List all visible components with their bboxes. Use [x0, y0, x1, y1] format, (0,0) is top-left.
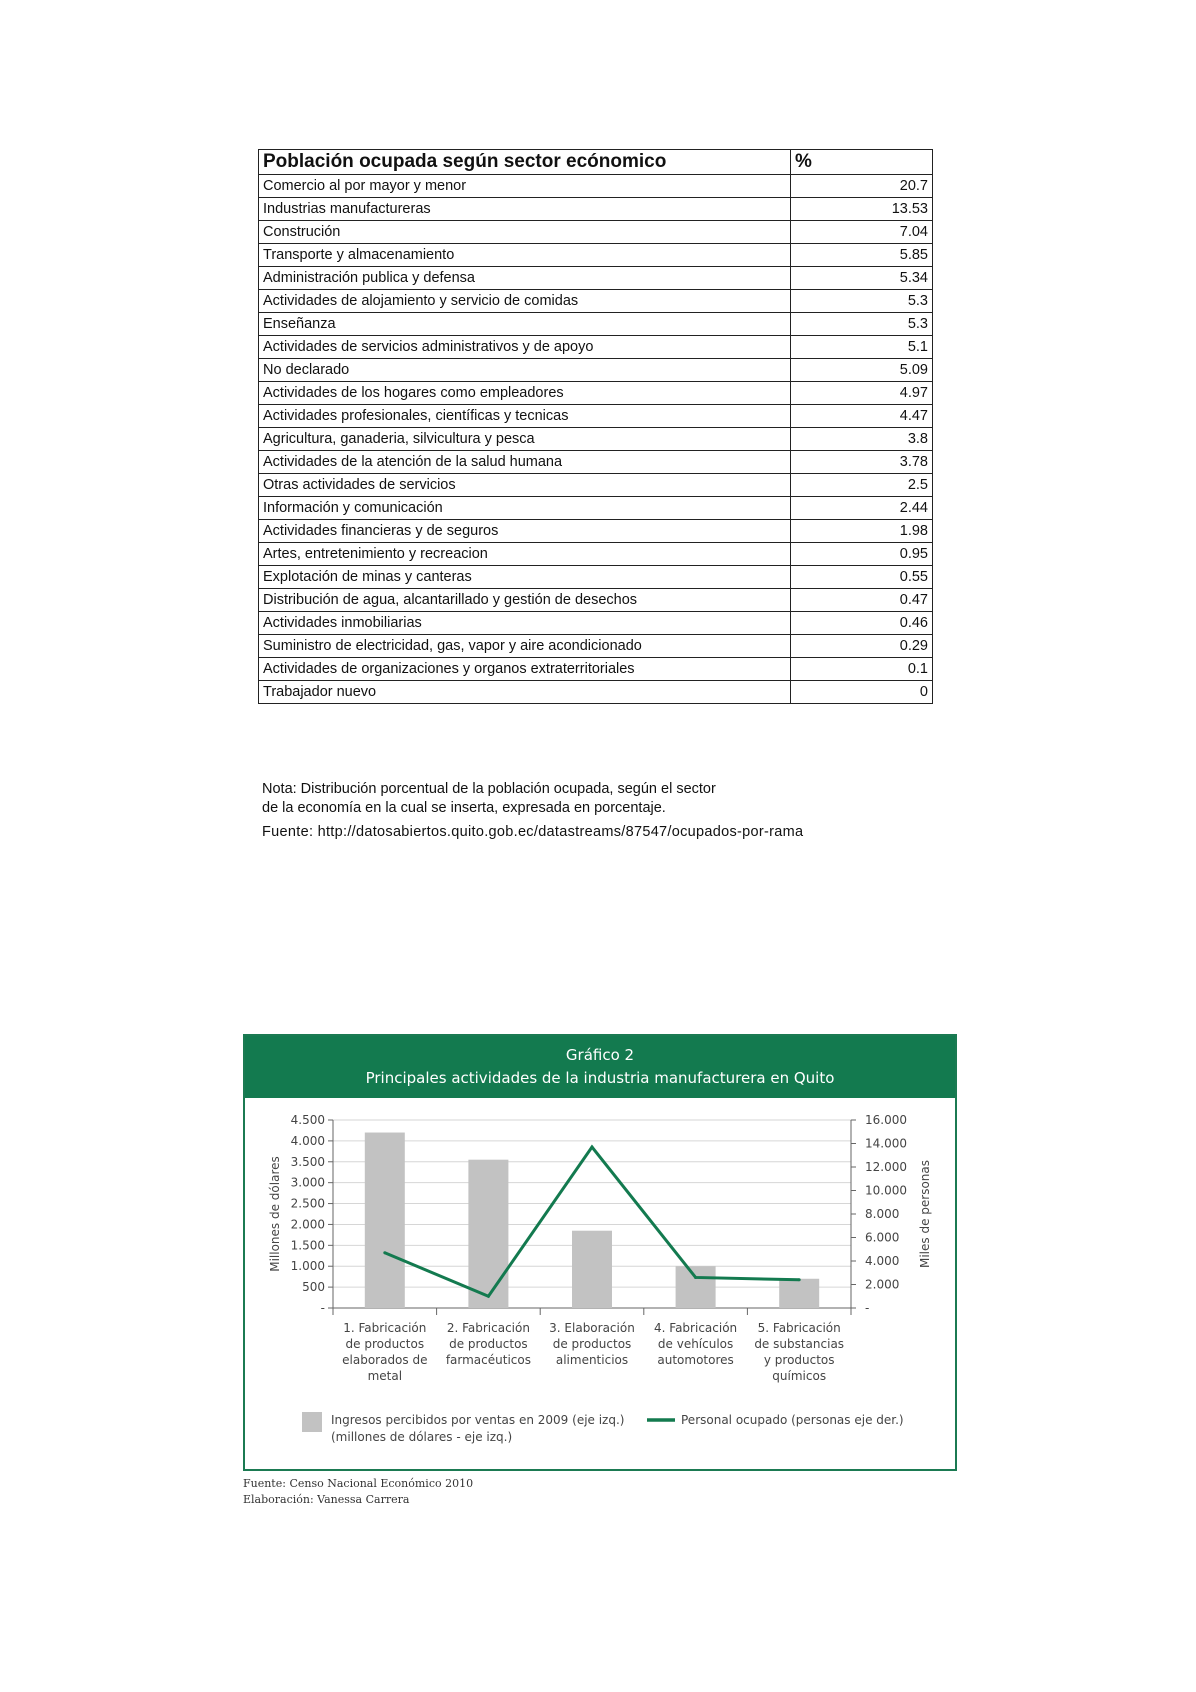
table-row — [259, 566, 933, 589]
y2-tick-label: 6.000 — [865, 1230, 900, 1245]
table-row — [259, 267, 933, 290]
sector-percent-cell: 0.47 — [791, 589, 933, 612]
legend-line-label: Personal ocupado (personas eje der.) — [681, 1413, 904, 1427]
chart-source-elaboracion: Elaboración: Vanessa Carrera — [243, 1493, 410, 1506]
legend-bar-swatch — [302, 1412, 322, 1432]
sector-name-cell: Industrias manufactureras — [259, 198, 791, 221]
legend-bar-label: Ingresos percibidos por ventas en 2009 (eje izq.) — [331, 1413, 625, 1427]
sector-name-cell: Administración publica y defensa — [259, 267, 791, 290]
x-category-label: farmacéuticos — [445, 1353, 531, 1367]
sector-name-cell: Agricultura, ganaderia, silvicultura y pesca — [259, 428, 791, 451]
table-row — [259, 520, 933, 543]
y-tick-label: 4.500 — [290, 1113, 325, 1127]
y-tick-label: 3.500 — [290, 1154, 325, 1169]
sector-percent-cell: 5.3 — [791, 313, 933, 336]
table-row — [259, 658, 933, 681]
table-row — [259, 336, 933, 359]
sector-percent-cell: 5.09 — [791, 359, 933, 382]
sector-percent-cell: 5.34 — [791, 267, 933, 290]
sector-percent-cell: 0.1 — [791, 658, 933, 681]
chart-source-fuente: Fuente: Censo Nacional Económico 2010 — [243, 1477, 474, 1490]
sector-percent-cell: 2.5 — [791, 474, 933, 497]
y-axis-label: Millones de dólares — [268, 1156, 282, 1272]
sector-percent-cell: 0 — [791, 681, 933, 704]
table-source: Fuente: http://datosabiertos.quito.gob.ec/datastreams/87547/ocupados-por-rama — [262, 824, 804, 840]
table-row — [259, 681, 933, 704]
x-category-label: 1. Fabricación — [343, 1321, 427, 1335]
employment-point — [694, 1276, 697, 1279]
x-category-label: químicos — [772, 1369, 827, 1383]
sector-name-cell: Actividades de organizaciones y organos extraterritoriales — [259, 658, 791, 681]
sector-name-cell: Actividades de alojamiento y servicio de comidas — [259, 290, 791, 313]
x-category-label: automotores — [657, 1353, 734, 1367]
y-tick-label: 1.500 — [290, 1238, 325, 1253]
chart-subtitle: Principales actividades de la industria manufacturera en Quito — [365, 1069, 835, 1087]
sector-name-cell: Transporte y almacenamiento — [259, 244, 791, 267]
sector-name-cell: Distribución de agua, alcantarillado y gestión de desechos — [259, 589, 791, 612]
table-row — [259, 175, 933, 198]
sector-percent-cell: 20.7 — [791, 175, 933, 198]
sector-table — [258, 149, 933, 704]
x-category-label: de vehículos — [657, 1337, 734, 1351]
table-row — [259, 612, 933, 635]
sector-name-cell: Artes, entretenimiento y recreacion — [259, 543, 791, 566]
table-row — [259, 290, 933, 313]
note-line-1: Nota: Distribución porcentual de la población ocupada, según el sector — [262, 781, 716, 797]
x-category-label: 5. Fabricación — [757, 1321, 841, 1335]
sector-name-cell: Trabajador nuevo — [259, 681, 791, 704]
y2-tick-label: 4.000 — [865, 1254, 900, 1268]
y2-tick-label: 14.000 — [865, 1136, 907, 1151]
y2-tick-label: 16.000 — [865, 1113, 907, 1127]
x-category-label: metal — [367, 1369, 403, 1383]
table-row — [259, 244, 933, 267]
note-line-2: de la economía en la cual se inserta, expresada en porcentaje. — [262, 800, 666, 816]
sector-name-cell: Construción — [259, 221, 791, 244]
y2-tick-label: 12.000 — [865, 1160, 907, 1174]
table-row — [259, 405, 933, 428]
sector-name-cell: Actividades de servicios administrativos y de apoyo — [259, 336, 791, 359]
revenue-bar — [676, 1266, 716, 1308]
y-tick-label: 2.000 — [290, 1217, 325, 1232]
employment-point — [591, 1146, 594, 1149]
x-category-label: 2. Fabricación — [446, 1321, 530, 1335]
chart-panel — [243, 1034, 957, 1471]
x-category-label: elaborados de — [342, 1353, 428, 1367]
x-category-label: de productos — [552, 1337, 632, 1351]
table-row — [259, 198, 933, 221]
sector-percent-cell: 0.29 — [791, 635, 933, 658]
sector-percent-cell: 5.1 — [791, 336, 933, 359]
y2-tick-label: 2.000 — [865, 1277, 900, 1292]
x-category-label: y productos — [763, 1353, 835, 1367]
x-category-label: 3. Elaboración — [549, 1321, 635, 1335]
x-category-label: de substancias — [754, 1337, 845, 1351]
sector-percent-cell: 5.3 — [791, 290, 933, 313]
sector-name-cell: Actividades de los hogares como empleadores — [259, 382, 791, 405]
table-row — [259, 313, 933, 336]
y-tick-label: 500 — [302, 1280, 325, 1295]
table-row — [259, 221, 933, 244]
y-tick-label: - — [320, 1301, 325, 1315]
manufacturing-chart — [245, 1036, 955, 1469]
chart-title: Gráfico 2 — [565, 1046, 635, 1064]
sector-percent-cell: 0.46 — [791, 612, 933, 635]
revenue-bar — [468, 1160, 508, 1308]
table-body — [259, 175, 933, 704]
sector-name-cell: Información y comunicación — [259, 497, 791, 520]
sector-name-cell: Otras actividades de servicios — [259, 474, 791, 497]
table-row — [259, 543, 933, 566]
sector-name-cell: Comercio al por mayor y menor — [259, 175, 791, 198]
sector-percent-cell: 4.97 — [791, 382, 933, 405]
y-tick-label: 4.000 — [290, 1133, 325, 1148]
y-tick-label: 2.500 — [290, 1196, 325, 1211]
y2-tick-label: 8.000 — [865, 1207, 900, 1221]
employment-point — [798, 1278, 801, 1281]
y2-tick-label: 10.000 — [865, 1183, 907, 1198]
table-header-sector: Población ocupada según sector ecónomico — [259, 150, 791, 175]
table-row — [259, 382, 933, 405]
y2-tick-label: - — [865, 1301, 870, 1315]
table-row — [259, 497, 933, 520]
sector-name-cell: Enseñanza — [259, 313, 791, 336]
legend-bar-label-2: (millones de dólares - eje izq.) — [331, 1430, 513, 1444]
x-category-label: alimenticios — [555, 1353, 629, 1367]
table-note — [262, 780, 822, 818]
sector-percent-cell: 5.85 — [791, 244, 933, 267]
revenue-bar — [365, 1133, 405, 1308]
sector-name-cell: Actividades de la atención de la salud humana — [259, 451, 791, 474]
sector-percent-cell: 0.55 — [791, 566, 933, 589]
chart-source — [243, 1476, 473, 1508]
table-row — [259, 635, 933, 658]
y-tick-label: 3.000 — [290, 1175, 325, 1190]
table-header-row — [259, 150, 933, 175]
table-row — [259, 474, 933, 497]
table-row — [259, 589, 933, 612]
employment-point — [383, 1251, 386, 1254]
sector-percent-cell: 3.8 — [791, 428, 933, 451]
sector-percent-cell: 13.53 — [791, 198, 933, 221]
employment-point — [487, 1295, 490, 1298]
table-row — [259, 428, 933, 451]
sector-percent-cell: 4.47 — [791, 405, 933, 428]
sector-name-cell: Explotación de minas y canteras — [259, 566, 791, 589]
x-category-label: de productos — [449, 1337, 528, 1351]
sector-name-cell: Actividades profesionales, científicas y tecnicas — [259, 405, 791, 428]
table-row — [259, 451, 933, 474]
x-category-label: de productos — [345, 1337, 425, 1351]
sector-percent-cell: 2.44 — [791, 497, 933, 520]
sector-percent-cell: 1.98 — [791, 520, 933, 543]
y2-axis-label: Miles de personas — [918, 1159, 932, 1269]
sector-name-cell: Actividades financieras y de seguros — [259, 520, 791, 543]
sector-name-cell: Actividades inmobiliarias — [259, 612, 791, 635]
sector-name-cell: No declarado — [259, 359, 791, 382]
sector-percent-cell: 7.04 — [791, 221, 933, 244]
table-row — [259, 359, 933, 382]
sector-percent-cell: 3.78 — [791, 451, 933, 474]
x-category-label: 4. Fabricación — [654, 1321, 738, 1335]
revenue-bar — [572, 1231, 612, 1308]
y-tick-label: 1.000 — [290, 1259, 325, 1274]
sector-percent-cell: 0.95 — [791, 543, 933, 566]
table-header-percent: % — [791, 150, 933, 175]
sector-name-cell: Suministro de electricidad, gas, vapor y aire acondicionado — [259, 635, 791, 658]
revenue-bar — [779, 1279, 819, 1308]
